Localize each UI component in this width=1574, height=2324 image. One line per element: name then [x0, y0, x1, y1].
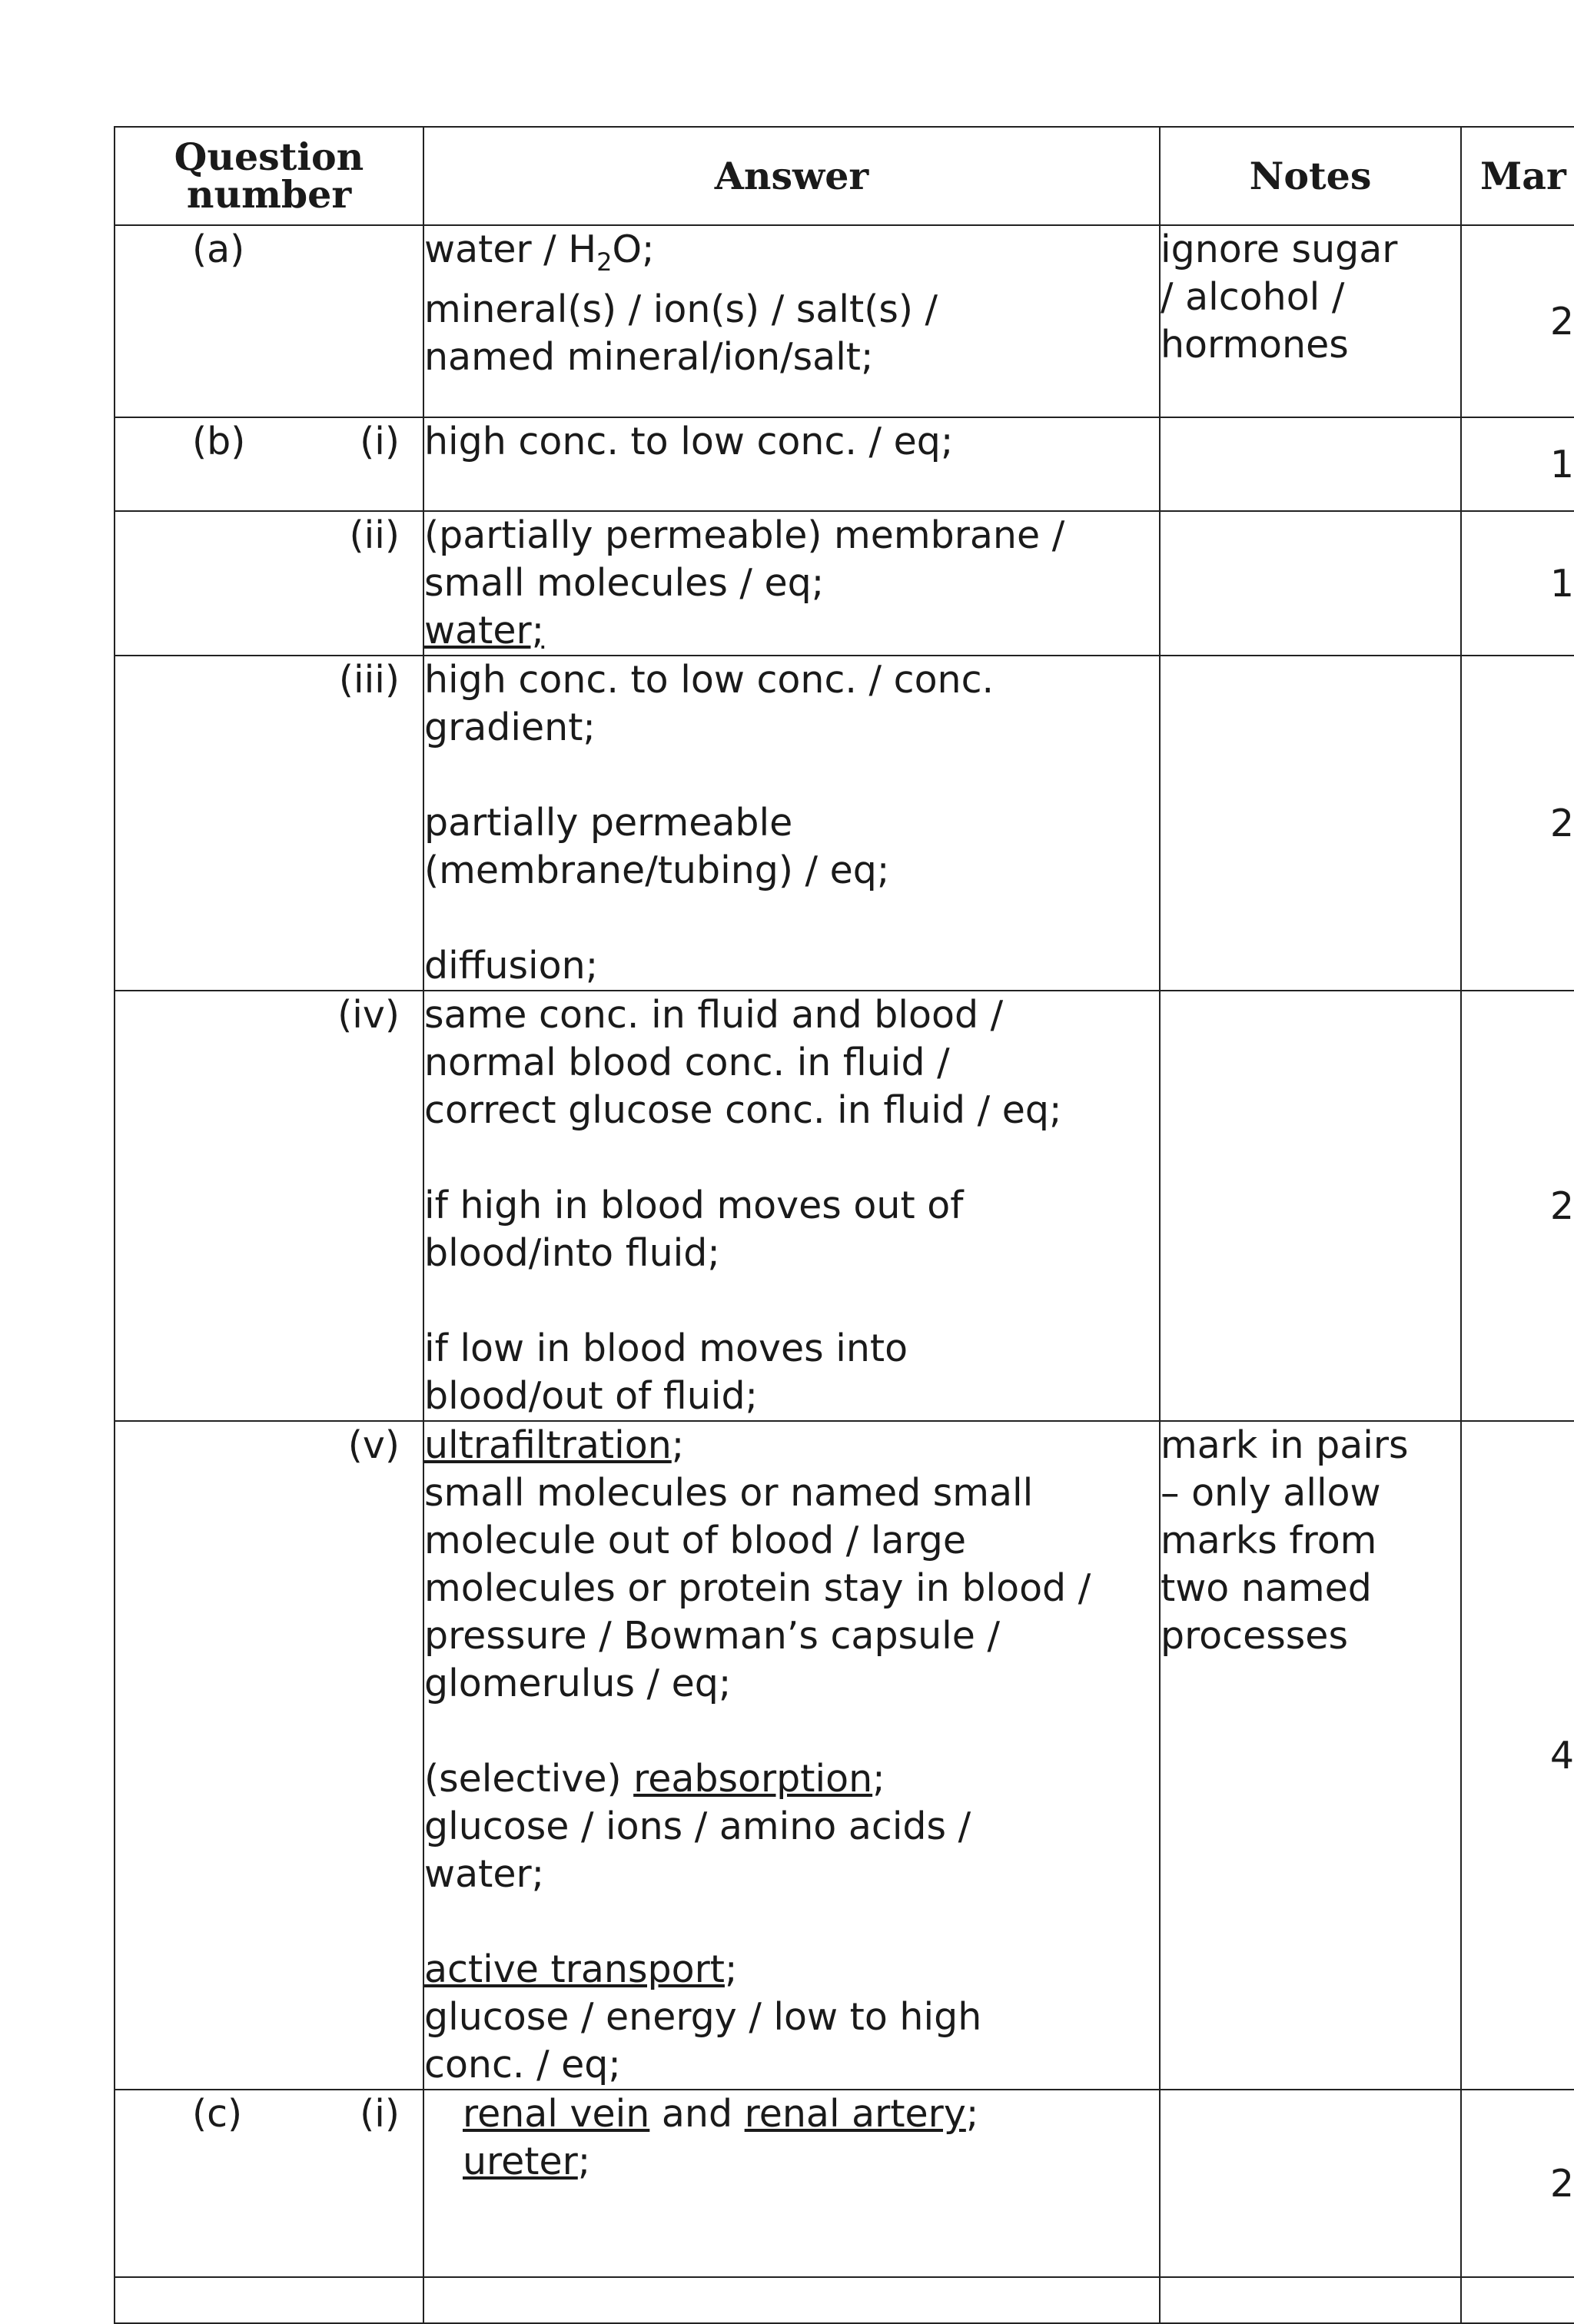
answer-cell: [423, 2277, 1160, 2323]
key-term-ultrafiltration: ultrafiltration: [424, 1423, 672, 1467]
marks-cell: 1: [1461, 511, 1574, 656]
question-number-cell: [115, 991, 423, 1421]
notes-cell: [1160, 656, 1461, 991]
answer-cell: [423, 511, 1160, 656]
header-question-number: Question number: [115, 127, 423, 225]
answer-line: active transport;: [424, 1947, 738, 1991]
answer-cell: [423, 991, 1160, 1421]
answer-cell: [423, 2090, 1160, 2277]
marks-cell: 1: [1461, 417, 1574, 511]
header-answer: Answer: [423, 127, 1160, 225]
question-subpart: (i): [360, 2092, 400, 2136]
answer-line: (membrane/tubing) / eq;: [424, 848, 890, 892]
notes-line: mark in pairs: [1161, 1423, 1409, 1467]
table-row: [115, 225, 1574, 417]
header-notes: Notes: [1160, 127, 1461, 225]
answer-line: if low in blood moves into: [424, 1326, 908, 1370]
marks-cell: 2: [1461, 656, 1574, 991]
header-marks: Mar: [1461, 127, 1574, 225]
key-term-renal-vein: renal vein: [463, 2092, 650, 2136]
answer-line: pressure / Bowman’s capsule /: [424, 1614, 1000, 1658]
notes-cell: [1160, 991, 1461, 1421]
notes-line: hormones: [1161, 323, 1349, 367]
marks-cell: 2: [1461, 2090, 1574, 2277]
question-subpart: (iii): [338, 658, 400, 702]
marks-cell: 2: [1461, 991, 1574, 1421]
key-term-ureter: ureter: [463, 2140, 578, 2183]
answer-line: ultrafiltration;: [424, 1423, 685, 1467]
answer-line: gradient;: [424, 706, 596, 749]
answer-line: mineral(s) / ion(s) / salt(s) /: [424, 287, 938, 331]
answer-line: high conc. to low conc. / conc.: [424, 658, 995, 702]
answer-line: glucose / ions / amino acids /: [424, 1804, 971, 1848]
question-number-cell: [115, 2090, 423, 2277]
answer-line: small molecules / eq;: [424, 561, 825, 605]
question-number-cell: [115, 1421, 423, 2090]
mark-scheme-table: [114, 126, 1574, 2324]
question-part: (c): [192, 2092, 243, 2136]
key-term-reabsorption: reabsorption: [633, 1757, 873, 1801]
notes-cell: [1160, 225, 1461, 417]
notes-line: – only allow: [1161, 1471, 1381, 1515]
table-row: [115, 2090, 1574, 2277]
marks-cell: 4: [1461, 1421, 1574, 2090]
notes-cell: [1160, 511, 1461, 656]
table-row: [115, 991, 1574, 1421]
question-number-cell: [115, 511, 423, 656]
answer-line: renal vein and renal artery;: [463, 2092, 979, 2136]
answer-line: named mineral/ion/salt;: [424, 334, 874, 379]
answer-line: water;: [424, 1852, 545, 1896]
answer-line: ureter;: [463, 2140, 591, 2183]
table-row: [115, 2277, 1574, 2323]
table-row: [115, 656, 1574, 991]
answer-cell: [423, 656, 1160, 991]
answer-line: small molecules or named small: [424, 1471, 1034, 1515]
answer-line: (partially permeable) membrane /: [424, 513, 1065, 557]
answer-line: high conc. to low conc. / eq;: [424, 420, 954, 463]
notes-line: processes: [1161, 1614, 1348, 1658]
question-number-cell: [115, 417, 423, 511]
notes-cell: [1160, 2277, 1461, 2323]
answer-line: (selective) reabsorption;: [424, 1757, 885, 1801]
question-number-cell: [115, 2277, 423, 2323]
answer-line: molecules or protein stay in blood /: [424, 1566, 1091, 1610]
answer-line: diffusion;: [424, 944, 599, 988]
notes-line: marks from: [1161, 1519, 1377, 1562]
question-subpart: (v): [347, 1423, 400, 1467]
question-number-cell: [115, 656, 423, 991]
answer-line: glucose / energy / low to high: [424, 1995, 982, 2039]
question-part: (a): [192, 227, 245, 271]
answer-line: partially permeable: [424, 801, 793, 845]
notes-line: two named: [1161, 1566, 1372, 1610]
marks-cell: 2: [1461, 225, 1574, 417]
table-row: [115, 417, 1574, 511]
table-row: [115, 511, 1574, 656]
notes-cell: [1160, 417, 1461, 511]
answer-cell: [423, 225, 1160, 417]
answer-cell: [423, 1421, 1160, 2090]
answer-line: conc. / eq;: [424, 2043, 621, 2087]
answer-line: same conc. in fluid and blood /: [424, 993, 1004, 1037]
notes-line: ignore sugar: [1161, 227, 1398, 271]
marks-cell: [1461, 2277, 1574, 2323]
answer-line: molecule out of blood / large: [424, 1519, 967, 1562]
key-term-active-transport: active transport: [424, 1947, 725, 1991]
table-row: [115, 1421, 1574, 2090]
question-number-cell: [115, 225, 423, 417]
question-subpart: (iv): [337, 993, 400, 1037]
question-subpart: (i): [360, 420, 400, 463]
answer-line: normal blood conc. in fluid /: [424, 1041, 950, 1084]
answer-line: blood/into fluid;: [424, 1231, 720, 1275]
answer-line: glomerulus / eq;: [424, 1662, 732, 1705]
key-term-renal-artery: renal artery: [744, 2092, 966, 2136]
answer-line: if high in blood moves out of: [424, 1184, 964, 1227]
answer-cell: [423, 417, 1160, 511]
notes-line: / alcohol /: [1161, 275, 1345, 319]
header-row: [115, 127, 1574, 225]
answer-line: blood/out of fluid;: [424, 1374, 759, 1418]
notes-cell: [1160, 2090, 1461, 2277]
question-subpart: (ii): [349, 513, 400, 557]
answer-line: water / $H_2O$;: [424, 227, 655, 277]
answer-line: water;: [424, 609, 545, 652]
question-part: (b): [192, 420, 246, 463]
notes-cell: [1160, 1421, 1461, 2090]
answer-line: correct glucose conc. in fluid / eq;: [424, 1088, 1062, 1132]
